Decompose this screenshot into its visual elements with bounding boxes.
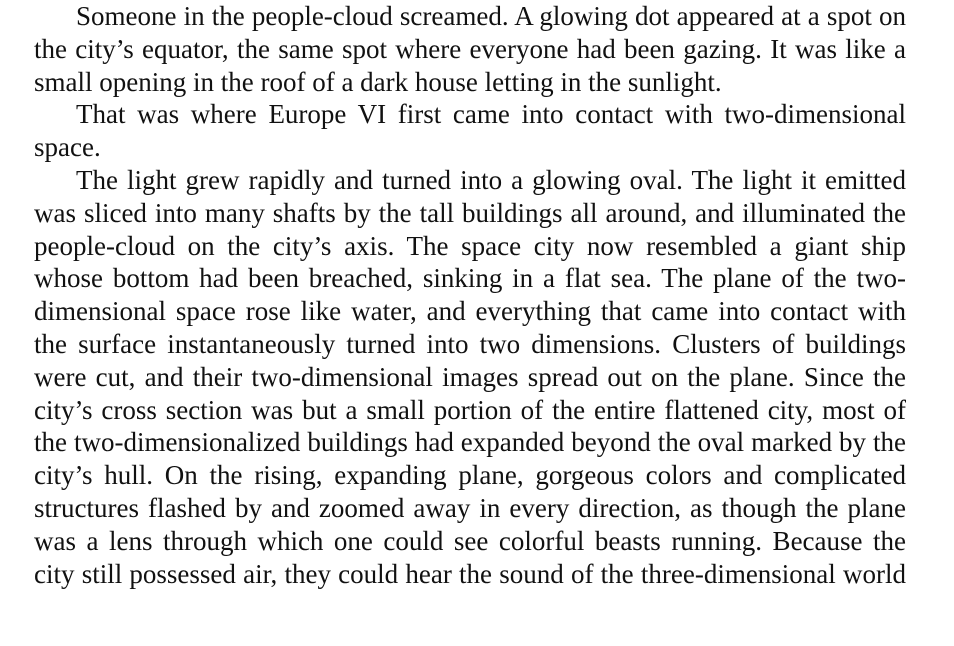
document-page <box>34 0 906 590</box>
paragraph-2: That was where Europe VI first came into contact with two-dimensional space. <box>34 99 906 163</box>
paragraph-3: The light grew rapidly and turned into a glowing oval. The light it emitted was sliced into many shafts by the tall buildings all around, and illuminated the people-cloud on the city’s axis. The space city now resembled a giant ship whose bottom had been breached, sinking in a flat sea. The plane of the two-dimensional space rose like water, and everything that came into contact with the surface instantaneously turned into two dimensions. Clusters of buildings were cut, and their two-dimensional images spread out on the plane. Since the city’s cross section was but a small portion of the entire flattened city, most of the two-dimensionalized buildings had expanded beyond the oval marked by the city’s hull. On the rising, expanding plane, gorgeous colors and complicated structures flashed by and zoomed away in every direction, as though the plane was a lens through which one could see colorful beasts running. Because the city still possessed air, they could hear the sound of the three-dimensional world <box>34 164 906 589</box>
paragraph-1: Someone in the people-cloud screamed. A glowing dot appeared at a spot on the city’s equator, the same spot where everyone had been gazing. It was like a small opening in the roof of a dark house letting in the sunlight. <box>34 1 906 97</box>
